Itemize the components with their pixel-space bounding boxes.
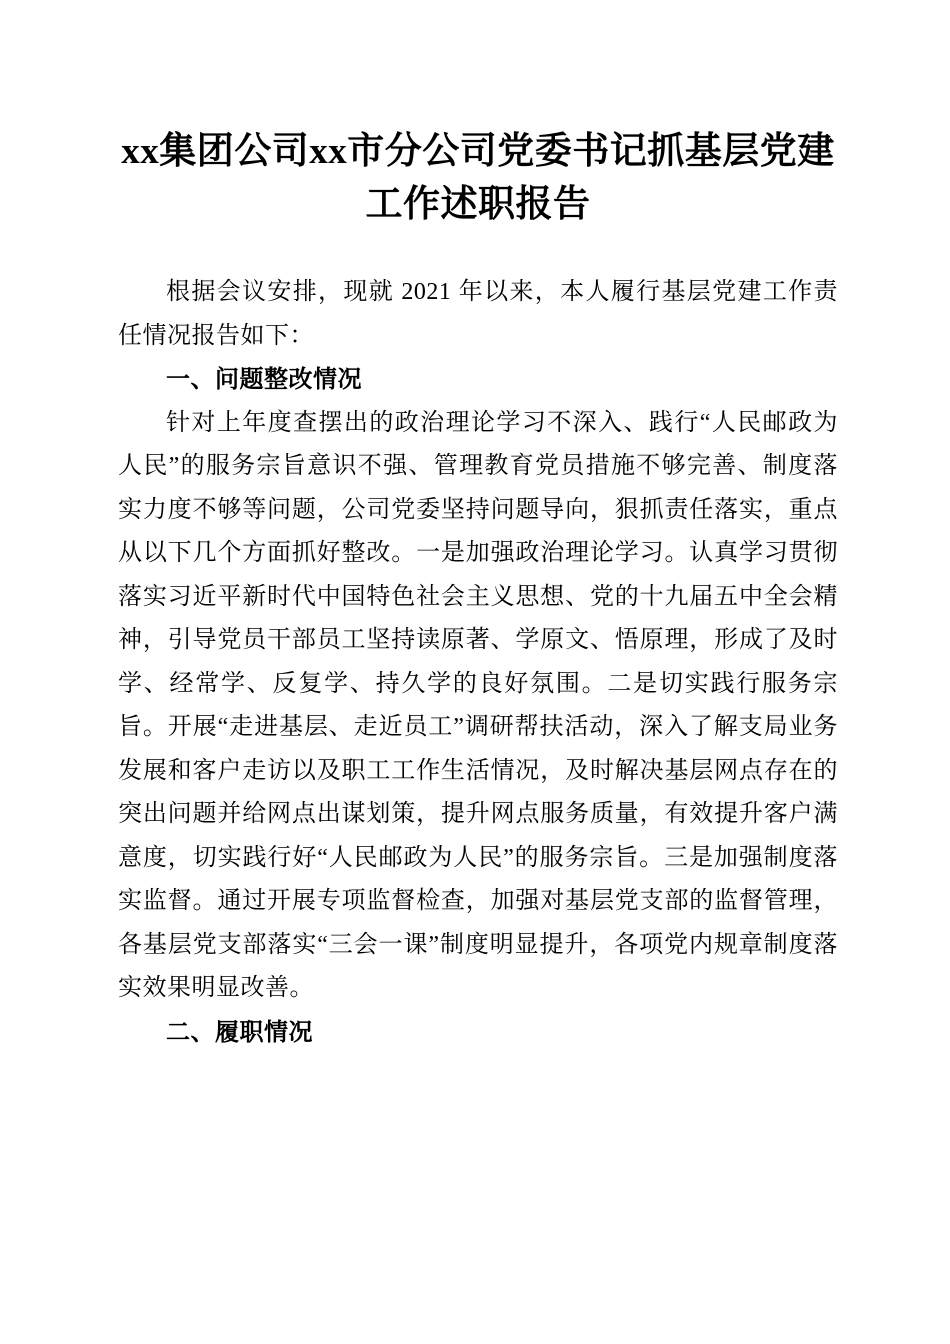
intro-paragraph: 根据会议安排，现就 2021 年以来，本人履行基层党建工作责任情况报告如下： [118,279,838,349]
section-1-heading: 一、问题整改情况 [166,366,362,394]
document-title: xx集团公司xx市分公司党委书记抓基层党建工作述职报告 [121,131,835,225]
section-2-heading: 二、履职情况 [166,1018,313,1046]
section-1-body: 针对上年度查摆出的政治理论学习不深入、践行“人民邮政为人民”的服务宗旨意识不强、管理教育党员措施不够完善、制度落实力度不够等问题，公司党委坚持问题导向，狠抓责任落实，重点从以下几个方面抓好整改。一是加强政治理论学习。认真学习贯彻落实习近平新时代中国特色社会主义思想、党的十九届五中全会精神，引导党员干部员工坚持读原著、学原文、悟原理，形成了及时学、经常学、反复学、持久学的良好氛围。二是切实践行服务宗旨。开展“走进基层、走近员工”调研帮扶活动，深入了解支局业务发展和客户走访以及职工工作生活情况，及时解决基层网点存在的突出问题并给网点出谋划策，提升网点服务质量，有效提升客户满意度，切实践行好“人民邮政为人民”的服务宗旨。三是加强制度落实监督。通过开展专项监督检查，加强对基层党支部的监督管理，各基层党支部落实“三会一课”制度明显提升，各项党内规章制度落实效果明显改善。 [118,409,838,1002]
